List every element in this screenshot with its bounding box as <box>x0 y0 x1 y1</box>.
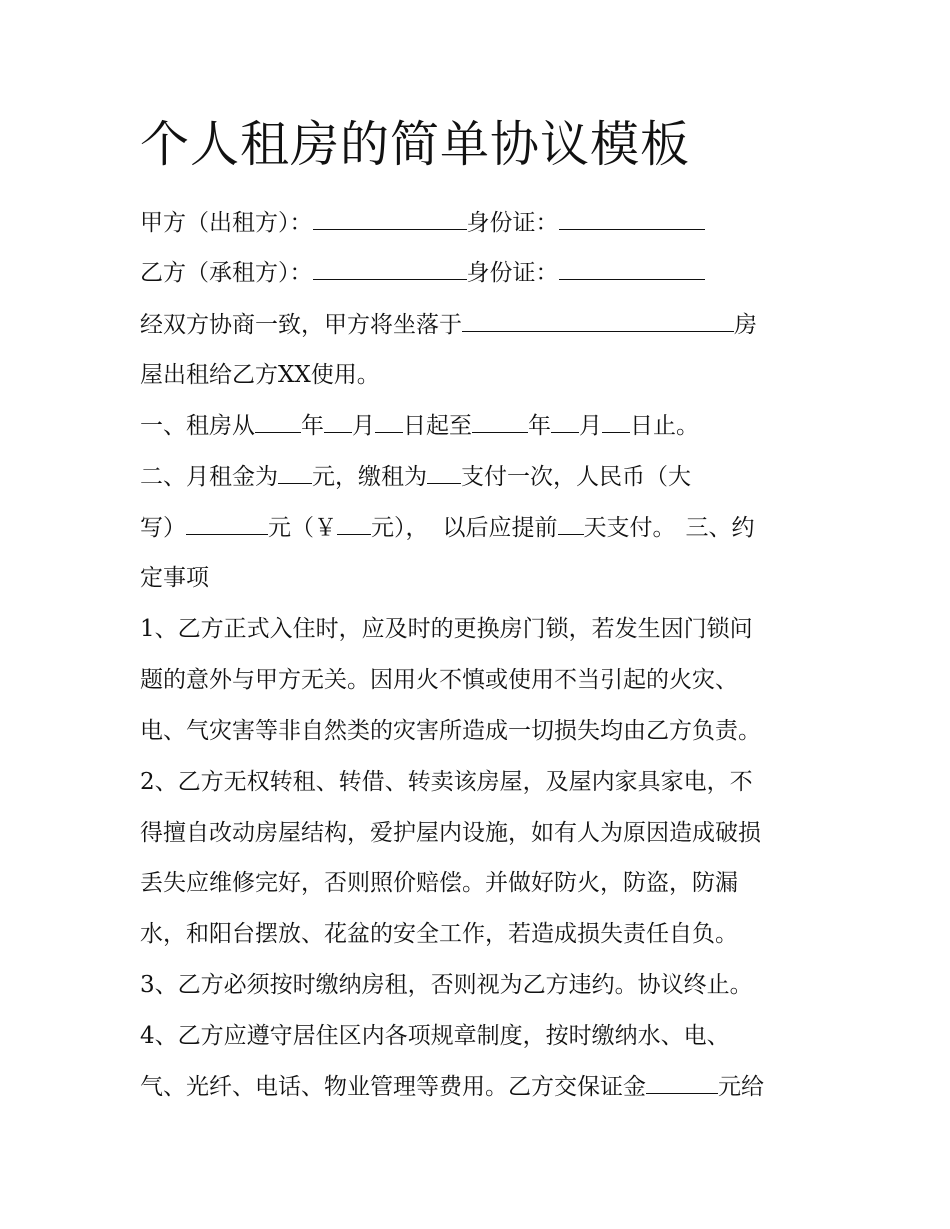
advance-label: 以后应提前 <box>442 515 558 541</box>
day-to-label: 日止。 <box>630 413 699 439</box>
party-b-name-blank <box>313 257 467 280</box>
day-from-label: 日起至 <box>403 413 472 439</box>
deposit-amount-blank <box>646 1071 718 1094</box>
clause-2-line-2 <box>140 512 755 544</box>
yuan-close-label: 元）， <box>371 515 429 541</box>
item-4-deposit-after: 元给 <box>718 1074 764 1100</box>
property-address-blank <box>462 309 734 332</box>
item-2-line-2: 得擅自改动房屋结构，爱护屋内设施，如有人为原因造成破损 <box>140 820 761 846</box>
party-b-line <box>140 257 705 289</box>
start-day-blank <box>375 410 403 433</box>
item-2-line-1: 2、乙方无权转租、转借、转卖该房屋，及屋内家具家电，不 <box>140 769 753 795</box>
item-4-line-2 <box>140 1071 764 1103</box>
start-year-blank <box>255 410 301 433</box>
monthly-rent-blank <box>278 461 312 484</box>
intro-text-after: 房 <box>734 312 757 338</box>
party-a-line <box>140 207 705 239</box>
party-a-label: 甲方（出租方）： <box>140 210 313 236</box>
end-year-blank <box>472 410 528 433</box>
party-b-id-blank <box>559 257 705 280</box>
clause-2-line-1 <box>140 461 691 493</box>
item-3-line-1: 3、乙方必须按时缴纳房租，否则视为乙方违约。协议终止。 <box>140 972 753 998</box>
month-label-2: 月 <box>579 413 602 439</box>
advance-days-blank <box>558 512 584 535</box>
item-2-line-3: 丢失应维修完好，否则照价赔偿。并做好防火，防盗，防漏 <box>140 870 738 896</box>
item-4-line-1: 4、乙方应遵守居住区内各项规章制度，按时缴纳水、电、 <box>140 1023 730 1049</box>
days-pay-label: 天支付。 <box>583 515 676 541</box>
write-label: 写） <box>140 515 186 541</box>
intro-line-1 <box>140 309 757 341</box>
party-a-name-blank <box>313 207 467 230</box>
intro-line-2: 屋出租给乙方XX使用。 <box>140 362 380 388</box>
party-b-label: 乙方（承租方）： <box>140 260 313 286</box>
amount-number-blank <box>337 512 371 535</box>
year-label-1: 年 <box>301 413 324 439</box>
rent-yuan-label: 元，缴租为 <box>312 464 427 490</box>
party-a-id-label: 身份证： <box>466 210 559 236</box>
month-label-1: 月 <box>352 413 375 439</box>
section-3-heading-end: 定事项 <box>140 565 209 591</box>
item-1-line-1: 1、乙方正式入住时，应及时的更换房门锁，若发生因门锁问 <box>140 616 753 642</box>
end-month-blank <box>551 410 579 433</box>
payment-period-blank <box>427 461 461 484</box>
start-month-blank <box>324 410 352 433</box>
section-3-heading-start: 三、约 <box>685 515 755 541</box>
yuan-paren-label: 元（￥ <box>268 515 337 541</box>
item-1-line-3: 电、气灾害等非自然类的灾害所造成一切损失均由乙方负责。 <box>140 718 761 744</box>
item-4-deposit-text: 气、光纤、电话、物业管理等费用。乙方交保证金 <box>140 1074 646 1100</box>
party-b-id-label: 身份证： <box>466 260 559 286</box>
item-2-line-4: 水，和阳台摆放、花盆的安全工作，若造成损失责任自负。 <box>140 921 738 947</box>
end-day-blank <box>602 410 630 433</box>
rent-prefix: 二、月租金为 <box>140 464 278 490</box>
intro-text-before: 经双方协商一致，甲方将坐落于 <box>140 312 462 338</box>
item-1-line-2: 题的意外与甲方无关。因用火不慎或使用不当引起的火灾、 <box>140 667 738 693</box>
party-a-id-blank <box>559 207 705 230</box>
pay-once-label: 支付一次，人民币（大 <box>461 464 691 490</box>
clause-1-prefix: 一、租房从 <box>140 413 255 439</box>
year-label-2: 年 <box>528 413 551 439</box>
clause-1-line <box>140 410 699 442</box>
document-title: 个人租房的简单协议模板 <box>140 116 691 173</box>
amount-in-words-blank <box>186 512 268 535</box>
